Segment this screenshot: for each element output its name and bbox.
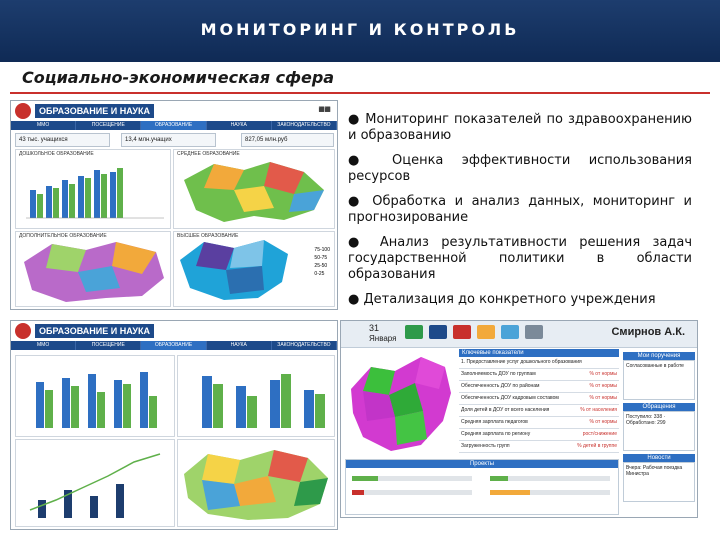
map-panel xyxy=(15,231,171,307)
item-value: % от нормы xyxy=(589,395,617,401)
nav-item[interactable]: ЗАКОНОДАТЕЛЬСТВО xyxy=(272,121,337,130)
region-map xyxy=(345,349,455,457)
bar-chart-thumbnail xyxy=(16,356,174,436)
coat-of-arms-icon[interactable] xyxy=(453,325,471,339)
legend-item: 25-50 xyxy=(314,263,328,269)
user-name: Смирнов А.К. xyxy=(611,326,685,338)
education-dashboard-screenshot xyxy=(10,100,338,310)
bar-chart-thumbnail xyxy=(16,150,170,228)
map-panel xyxy=(177,439,335,527)
nav-item[interactable]: ПОСЕЩЕНИЕ xyxy=(76,121,141,130)
list-item[interactable] xyxy=(459,357,619,369)
item-label: Средняя зарплата педагогов xyxy=(461,419,528,425)
item-value: % от населения xyxy=(580,407,617,413)
feature-list xyxy=(348,112,692,317)
item-label: Обеспеченность ДОУ по районам xyxy=(461,383,540,389)
dashboard-brand: ОБРАЗОВАНИЕ И НАУКА xyxy=(35,324,154,338)
subtitle-divider xyxy=(10,92,710,94)
item-value: % от нормы xyxy=(589,371,617,377)
item-value: % от нормы xyxy=(589,383,617,389)
home-icon[interactable] xyxy=(405,325,423,339)
projects-panel xyxy=(345,459,619,515)
user-info: ⬛⬛ xyxy=(318,107,331,113)
side-panel-header[interactable]: Мои поручения xyxy=(623,352,695,360)
region-map-thumbnail xyxy=(174,232,294,306)
kpi-box: 827,05 млн.руб xyxy=(241,133,334,147)
coat-of-arms-icon xyxy=(15,323,31,339)
list-item[interactable] xyxy=(459,405,619,417)
chart-panel xyxy=(15,439,175,527)
chart-panel xyxy=(15,149,171,229)
document-icon[interactable] xyxy=(501,325,519,339)
item-value: % детей в группе xyxy=(577,443,617,449)
dashboard-nav xyxy=(11,121,337,130)
region-map-thumbnail xyxy=(16,232,170,306)
nav-item[interactable]: ММО xyxy=(11,341,76,350)
list-item[interactable] xyxy=(459,369,619,381)
ministry-dashboard-screenshot xyxy=(340,320,698,518)
list-item[interactable] xyxy=(459,417,619,429)
dashboard-brand: ОБРАЗОВАНИЕ И НАУКА xyxy=(35,104,154,118)
feature-item: ● Мониторинг показателей по здравоохранению и образованию xyxy=(348,112,692,143)
kpi-box: 43 тыс. учащихся xyxy=(15,133,110,147)
section-subtitle: Социально-экономическая сфера xyxy=(22,68,335,87)
item-label: Заполняемость ДОУ по группам xyxy=(461,371,536,377)
header-banner xyxy=(0,0,720,62)
map-panel xyxy=(173,231,335,307)
item-value: % от нормы xyxy=(589,419,617,425)
list-header: Ключевые показатели xyxy=(459,349,619,357)
settings-icon[interactable] xyxy=(525,325,543,339)
panel-title: ДОПОЛНИТЕЛЬНОЕ ОБРАЗОВАНИЕ xyxy=(19,233,107,239)
item-label: Доля детей в ДОУ от всего населения xyxy=(461,407,550,413)
nav-item[interactable]: ОБРАЗОВАНИЕ xyxy=(141,341,206,350)
feature-item: ● Детализация до конкретного учреждения xyxy=(348,292,656,307)
feature-item: ● Анализ результативности решения задач государственной политики в области образования xyxy=(348,235,692,282)
feature-item: ● Оценка эффективности использования ресурсов xyxy=(348,153,692,184)
date-month: Января xyxy=(369,334,397,343)
legend-item: 75-100 xyxy=(314,247,330,253)
map-panel xyxy=(173,149,335,229)
side-panel xyxy=(623,349,695,502)
toolbar-icons xyxy=(405,325,543,339)
nav-item[interactable]: НАУКА xyxy=(207,121,272,130)
side-panel-body: Вчера: Рабочая поездка Министра xyxy=(623,462,695,502)
date-day: 31 xyxy=(369,323,380,333)
item-value: рост/снижение xyxy=(582,431,617,437)
feature-item: ● Обработка и анализ данных, мониторинг и прогнозирование xyxy=(348,194,692,225)
item-label: Средняя зарплата по региону xyxy=(461,431,531,437)
side-panel-header[interactable]: Обращения xyxy=(623,403,695,411)
side-panel-header[interactable]: Новости xyxy=(623,454,695,462)
page-title: МОНИТОРИНГ И КОНТРОЛЬ xyxy=(200,20,520,39)
coat-of-arms-icon xyxy=(15,103,31,119)
list-item[interactable] xyxy=(459,393,619,405)
map-legend xyxy=(314,246,330,278)
dashboard-topbar xyxy=(11,101,337,122)
item-label: Загруженность групп xyxy=(461,443,510,449)
people-icon[interactable] xyxy=(477,325,495,339)
education-dashboard-screenshot xyxy=(10,320,338,530)
panel-title: ВЫСШЕЕ ОБРАЗОВАНИЕ xyxy=(177,233,239,239)
kpi-box: 13,4 млн.учащих xyxy=(121,133,216,147)
dashboard-topbar xyxy=(341,321,697,348)
side-panel-body: Согласованные в работе xyxy=(623,360,695,400)
item-label: 1. Предоставление услуг дошкольного образования xyxy=(461,359,582,365)
nav-item[interactable]: ММО xyxy=(11,121,76,130)
chart-panel xyxy=(177,355,335,437)
region-map-thumbnail xyxy=(178,440,334,526)
nav-item[interactable]: НАУКА xyxy=(207,341,272,350)
side-panel-body: Поступило: 338 · Обработано: 299 xyxy=(623,411,695,451)
nav-item[interactable]: ПОСЕЩЕНИЕ xyxy=(76,341,141,350)
legend-item: 0-25 xyxy=(314,271,325,277)
key-indicators-list xyxy=(459,349,619,453)
region-map-thumbnail xyxy=(174,150,334,228)
project-progress-bars xyxy=(346,468,616,508)
bar-chart-thumbnail xyxy=(178,356,334,436)
dashboard-topbar xyxy=(11,321,337,342)
list-item[interactable] xyxy=(459,429,619,441)
dashboard-nav xyxy=(11,341,337,350)
chart-panel xyxy=(15,355,175,437)
list-item[interactable] xyxy=(459,441,619,453)
panel-title: СРЕДНЕЕ ОБРАЗОВАНИЕ xyxy=(177,151,240,157)
chart-icon[interactable] xyxy=(429,325,447,339)
list-item[interactable] xyxy=(459,381,619,393)
projects-header: Проекты xyxy=(346,460,618,468)
bar-chart-thumbnail xyxy=(16,440,174,526)
item-label: Обеспеченность ДОУ кадровым составом xyxy=(461,395,559,401)
nav-item[interactable]: ЗАКОНОДАТЕЛЬСТВО xyxy=(272,341,337,350)
legend-item: 50-75 xyxy=(314,255,328,261)
panel-title: ДОШКОЛЬНОЕ ОБРАЗОВАНИЕ xyxy=(19,151,94,157)
nav-item[interactable]: ОБРАЗОВАНИЕ xyxy=(141,121,206,130)
